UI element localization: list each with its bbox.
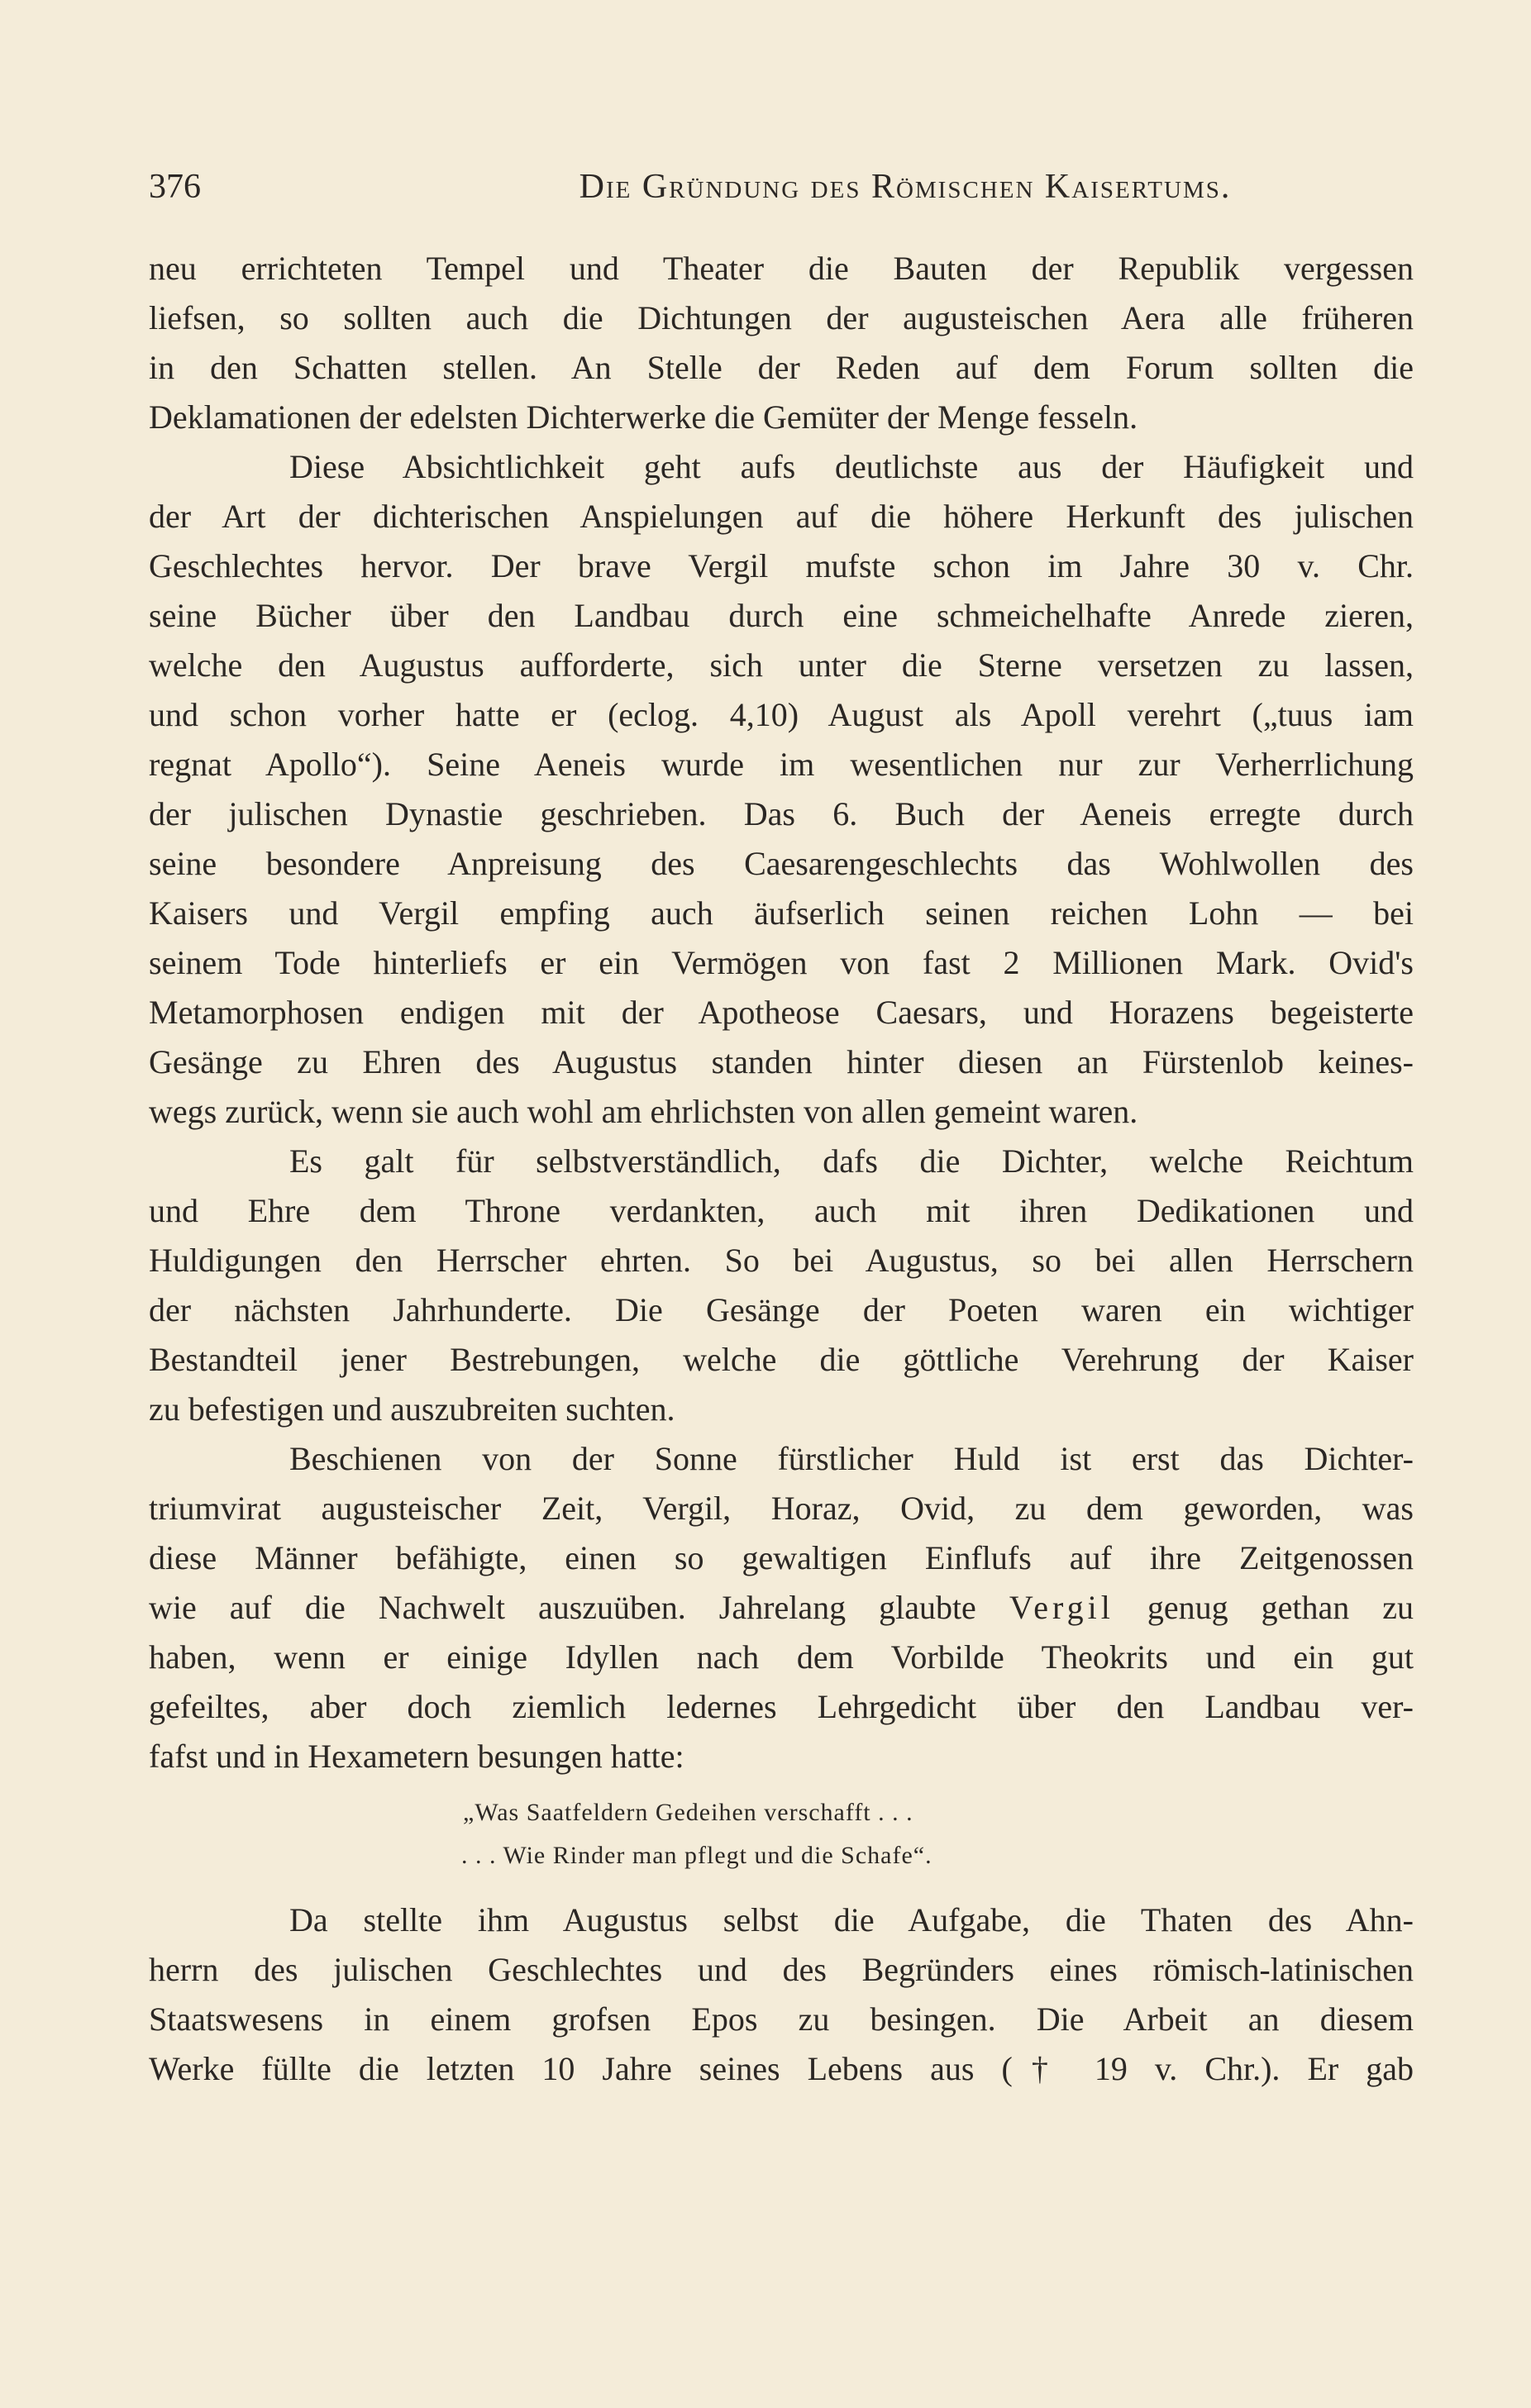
text-line bbox=[149, 1583, 1414, 1633]
quote-line: „Was Saatfeldern Gedeihen verschafft . . . bbox=[463, 1799, 913, 1826]
text-line: seine besondere Anpreisung des Caesarengeschlechts das Wohlwollen des bbox=[149, 845, 1414, 882]
text-line: fafst und in Hexametern besungen hatte: bbox=[149, 1738, 684, 1775]
text-line: Gesänge zu Ehren des Augustus standen hinter diesen an Fürstenlob keines- bbox=[149, 1043, 1414, 1080]
text-line: welche den Augustus aufforderte, sich unter die Sterne versetzen zu lassen, bbox=[149, 646, 1414, 684]
text-line: Werke füllte die letzten 10 Jahre seines Lebens aus († 19 v. Chr.). Er gab bbox=[149, 2050, 1414, 2087]
text-line: und schon vorher hatte er (eclog. 4,10) August als Apoll verehrt („tuus iam bbox=[149, 696, 1414, 733]
text-line: Metamorphosen endigen mit der Apotheose Caesars, und Horazens begeisterte bbox=[149, 994, 1414, 1031]
text-line: der Art der dichterischen Anspielungen auf die höhere Herkunft des julischen bbox=[149, 498, 1414, 535]
paragraph-2 bbox=[149, 442, 1414, 1137]
text-line: Deklamationen der edelsten Dichterwerke die Gemüter der Menge fesseln. bbox=[149, 398, 1138, 436]
text-line: gefeiltes, aber doch ziemlich ledernes Lehrgedicht über den Landbau ver- bbox=[149, 1688, 1414, 1725]
paragraph-1 bbox=[149, 244, 1414, 442]
text-line: der nächsten Jahrhunderte. Die Gesänge der Poeten waren ein wichtiger bbox=[149, 1291, 1414, 1328]
text-line: in den Schatten stellen. An Stelle der Reden auf dem Forum sollten die bbox=[149, 349, 1414, 386]
text-line: neu errichteten Tempel und Theater die Bauten der Republik vergessen bbox=[149, 250, 1414, 287]
running-title: Die Gründung des Römischen Kaisertums. bbox=[579, 168, 1232, 206]
verse-quote bbox=[149, 1791, 1414, 1877]
text-fragment: wie auf die Nachwelt auszuüben. Jahrelang glaubte bbox=[149, 1589, 1009, 1626]
text-line: Geschlechtes hervor. Der brave Vergil mufste schon im Jahre 30 v. Chr. bbox=[149, 547, 1414, 584]
paragraph-3 bbox=[149, 1137, 1414, 1434]
text-line: liefsen, so sollten auch die Dichtungen der augusteischen Aera alle früheren bbox=[149, 299, 1414, 336]
text-line: zu befestigen und auszubreiten suchten. bbox=[149, 1390, 675, 1428]
text-line: Da stellte ihm Augustus selbst die Aufgabe, die Thaten des Ahn- bbox=[289, 1901, 1414, 1938]
text-line: herrn des julischen Geschlechtes und des Begründers eines römisch-latinischen bbox=[149, 1951, 1414, 1988]
text-line: seine Bücher über den Landbau durch eine schmeichelhafte Anrede zieren, bbox=[149, 597, 1414, 634]
text-line: Huldigungen den Herrscher ehrten. So bei Augustus, so bei allen Herrschern bbox=[149, 1242, 1414, 1279]
text-line: und Ehre dem Throne verdankten, auch mit ihren Dedikationen und bbox=[149, 1192, 1414, 1229]
text-line: regnat Apollo“). Seine Aeneis wurde im wesentlichen nur zur Verherrlichung bbox=[149, 746, 1414, 783]
text-line: haben, wenn er einige Idyllen nach dem Vorbilde Theokrits und ein gut bbox=[149, 1638, 1414, 1676]
page-header bbox=[149, 162, 1414, 212]
text-line: Bestandteil jener Bestrebungen, welche die göttliche Verehrung der Kaiser bbox=[149, 1341, 1414, 1378]
text-line: wegs zurück, wenn sie auch wohl am ehrlichsten von allen gemeint waren. bbox=[149, 1093, 1138, 1130]
text-line: Es galt für selbstverständlich, dafs die Dichter, welche Reichtum bbox=[289, 1142, 1414, 1180]
paragraph-5 bbox=[149, 1895, 1414, 2094]
body-text bbox=[149, 244, 1414, 2094]
text-line: der julischen Dynastie geschrieben. Das 6. Buch der Aeneis erregte durch bbox=[149, 795, 1414, 832]
text-fragment: genug gethan zu bbox=[1114, 1589, 1414, 1626]
page-number: 376 bbox=[149, 168, 201, 206]
paragraph-4 bbox=[149, 1434, 1414, 1781]
text-line: triumvirat augusteischer Zeit, Vergil, Horaz, Ovid, zu dem geworden, was bbox=[149, 1490, 1414, 1527]
quote-line: . . . Wie Rinder man pflegt und die Schafe“. bbox=[461, 1842, 932, 1869]
text-line: Beschienen von der Sonne fürstlicher Huld ist erst das Dichter- bbox=[289, 1440, 1414, 1477]
text-line: Diese Absichtlichkeit geht aufs deutlichste aus der Häufigkeit und bbox=[289, 448, 1414, 485]
text-line: Kaisers und Vergil empfing auch äufserlich seinen reichen Lohn — bei bbox=[149, 894, 1414, 932]
spaced-name: Vergil bbox=[1009, 1589, 1114, 1626]
text-line: Staatswesens in einem grofsen Epos zu besingen. Die Arbeit an diesem bbox=[149, 2000, 1414, 2038]
text-line: diese Männer befähigte, einen so gewaltigen Einflufs auf ihre Zeitgenossen bbox=[149, 1539, 1414, 1576]
text-line: seinem Tode hinterliefs er ein Vermögen von fast 2 Millionen Mark. Ovid's bbox=[149, 944, 1414, 981]
